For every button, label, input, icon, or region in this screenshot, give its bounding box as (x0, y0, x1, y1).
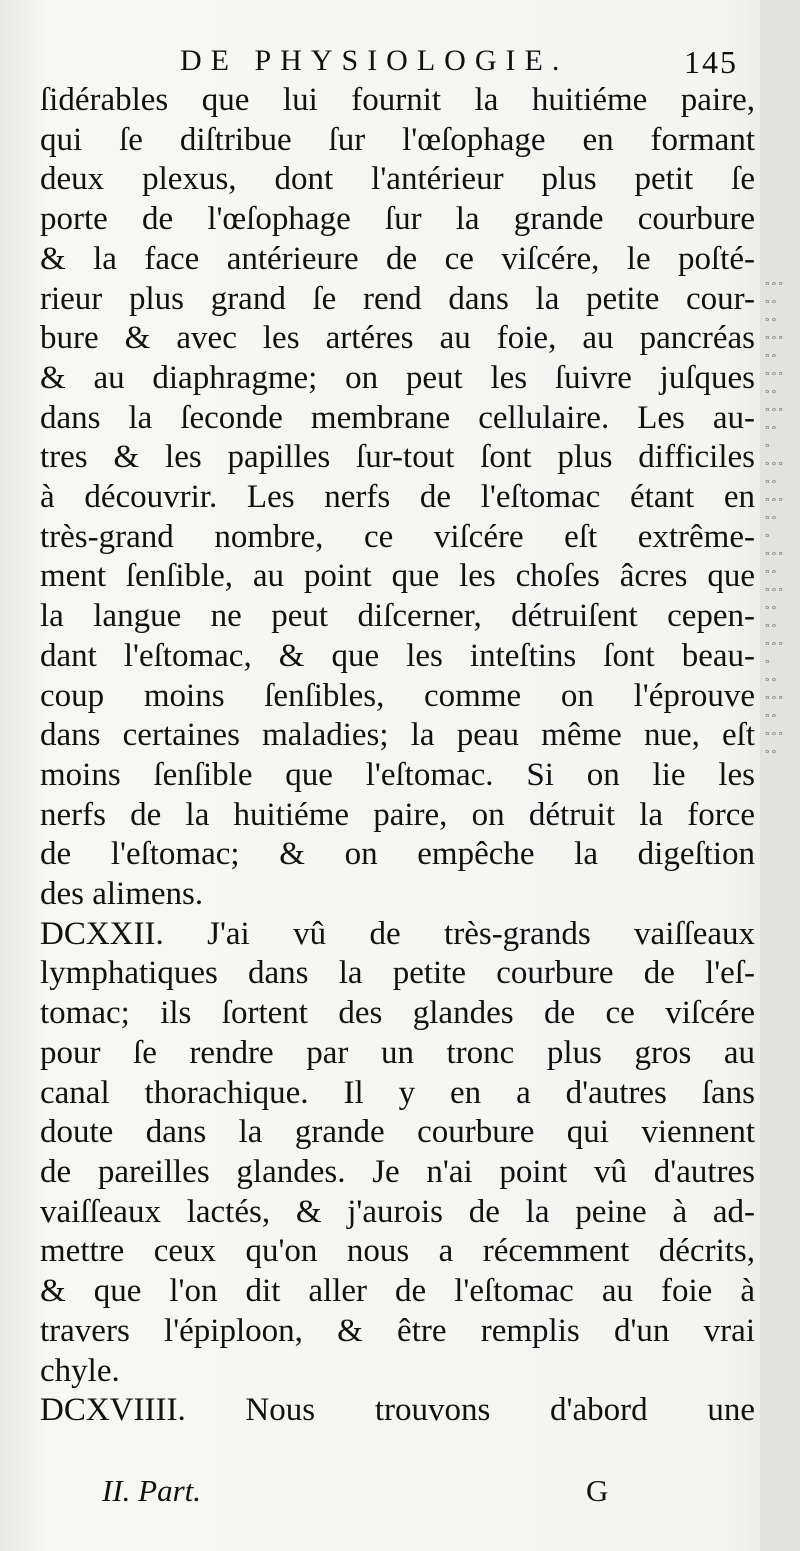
text-line: vaiſſeaux lactés, & j'aurois de la peine à ad- (40, 1193, 755, 1230)
text-line: & que l'on dit aller de l'eſtomac au foie à (40, 1273, 755, 1310)
text-line: lymphatiques dans la petite courbure de l'eſ- (40, 955, 755, 992)
text-line: pour ſe rendre par un tronc plus gros au (40, 1034, 755, 1071)
text-line: DCXXII. J'ai vû de très-grands vaiſſeaux (40, 915, 755, 952)
text-line: DCXVIIII. Nous trouvons d'abord une (40, 1392, 755, 1429)
text-line: chyle. (40, 1352, 120, 1389)
text-line: à découvrir. Les nerfs de l'eſtomac étant en (40, 479, 755, 516)
text-line: & la face antérieure de ce viſcére, le poſté- (40, 240, 755, 277)
text-line: deux plexus, dont l'antérieur plus petit ſe (40, 161, 755, 198)
text-line: tomac; ils ſortent des glandes de ce viſcére (40, 995, 755, 1032)
gathering-signature: G (586, 1473, 609, 1508)
text-line: nerfs de la huitiéme paire, on détruit la force (40, 796, 755, 833)
text-line: tres & les papilles ſur-tout ſont plus difficiles (40, 439, 755, 476)
text-line: de pareilles glandes. Je n'ai point vû d'autres (40, 1153, 755, 1190)
text-line: doute dans la grande courbure qui viennent (40, 1114, 755, 1151)
text-line: qui ſe diſtribue ſur l'œſophage en formant (40, 121, 755, 158)
text-line: moins ſenſible que l'eſtomac. Si on lie les (40, 756, 755, 793)
text-line: la langue ne peut diſcerner, détruiſent cepen- (40, 598, 755, 635)
text-line: ment ſenſible, au point que les choſes âcres que (40, 558, 755, 595)
bleed-through-marks: °°° °° °° °°° °° °°° °° °°° °° ° °°° °° °°° °° ° °°° °° °°° °° °° °°° ° °° °°° °° °°° °° (764, 280, 784, 761)
text-line: coup moins ſenſibles, comme on l'éprouve (40, 677, 755, 714)
running-head: DE PHYSIOLOGIE. (180, 44, 569, 77)
page-number: 145 (684, 44, 738, 80)
text-line: dant l'eſtomac, & que les inteſtins ſont beau- (40, 637, 755, 674)
text-line: bure & avec les artéres au foie, au pancréas (40, 320, 755, 357)
page-footer (102, 1473, 762, 1509)
text-line: mettre ceux qu'on nous a récemment décrits, (40, 1233, 755, 1270)
text-line: dans la ſeconde membrane cellulaire. Les au- (40, 399, 755, 436)
adjacent-page-edge (760, 0, 800, 1551)
text-line: des alimens. (40, 876, 204, 913)
text-line: rieur plus grand ſe rend dans la petite cour- (40, 280, 755, 317)
text-line: très-grand nombre, ce viſcére eſt extrême- (40, 518, 755, 555)
text-line: travers l'épiploon, & être remplis d'un vrai (40, 1312, 755, 1349)
text-line: de l'eſtomac; & on empêche la digeſtion (40, 836, 755, 873)
part-label: II. Part. (102, 1473, 202, 1508)
text-line: canal thorachique. Il y en a d'autres ſans (40, 1074, 755, 1111)
text-line: ſidérables que lui fournit la huitiéme paire, (40, 82, 755, 118)
text-line: & au diaphragme; on peut les ſuivre juſques (40, 359, 755, 396)
body-text (40, 81, 755, 1431)
text-line: dans certaines maladies; la peau même nue, eſt (40, 717, 755, 754)
text-line: porte de l'œſophage ſur la grande courbure (40, 201, 755, 238)
